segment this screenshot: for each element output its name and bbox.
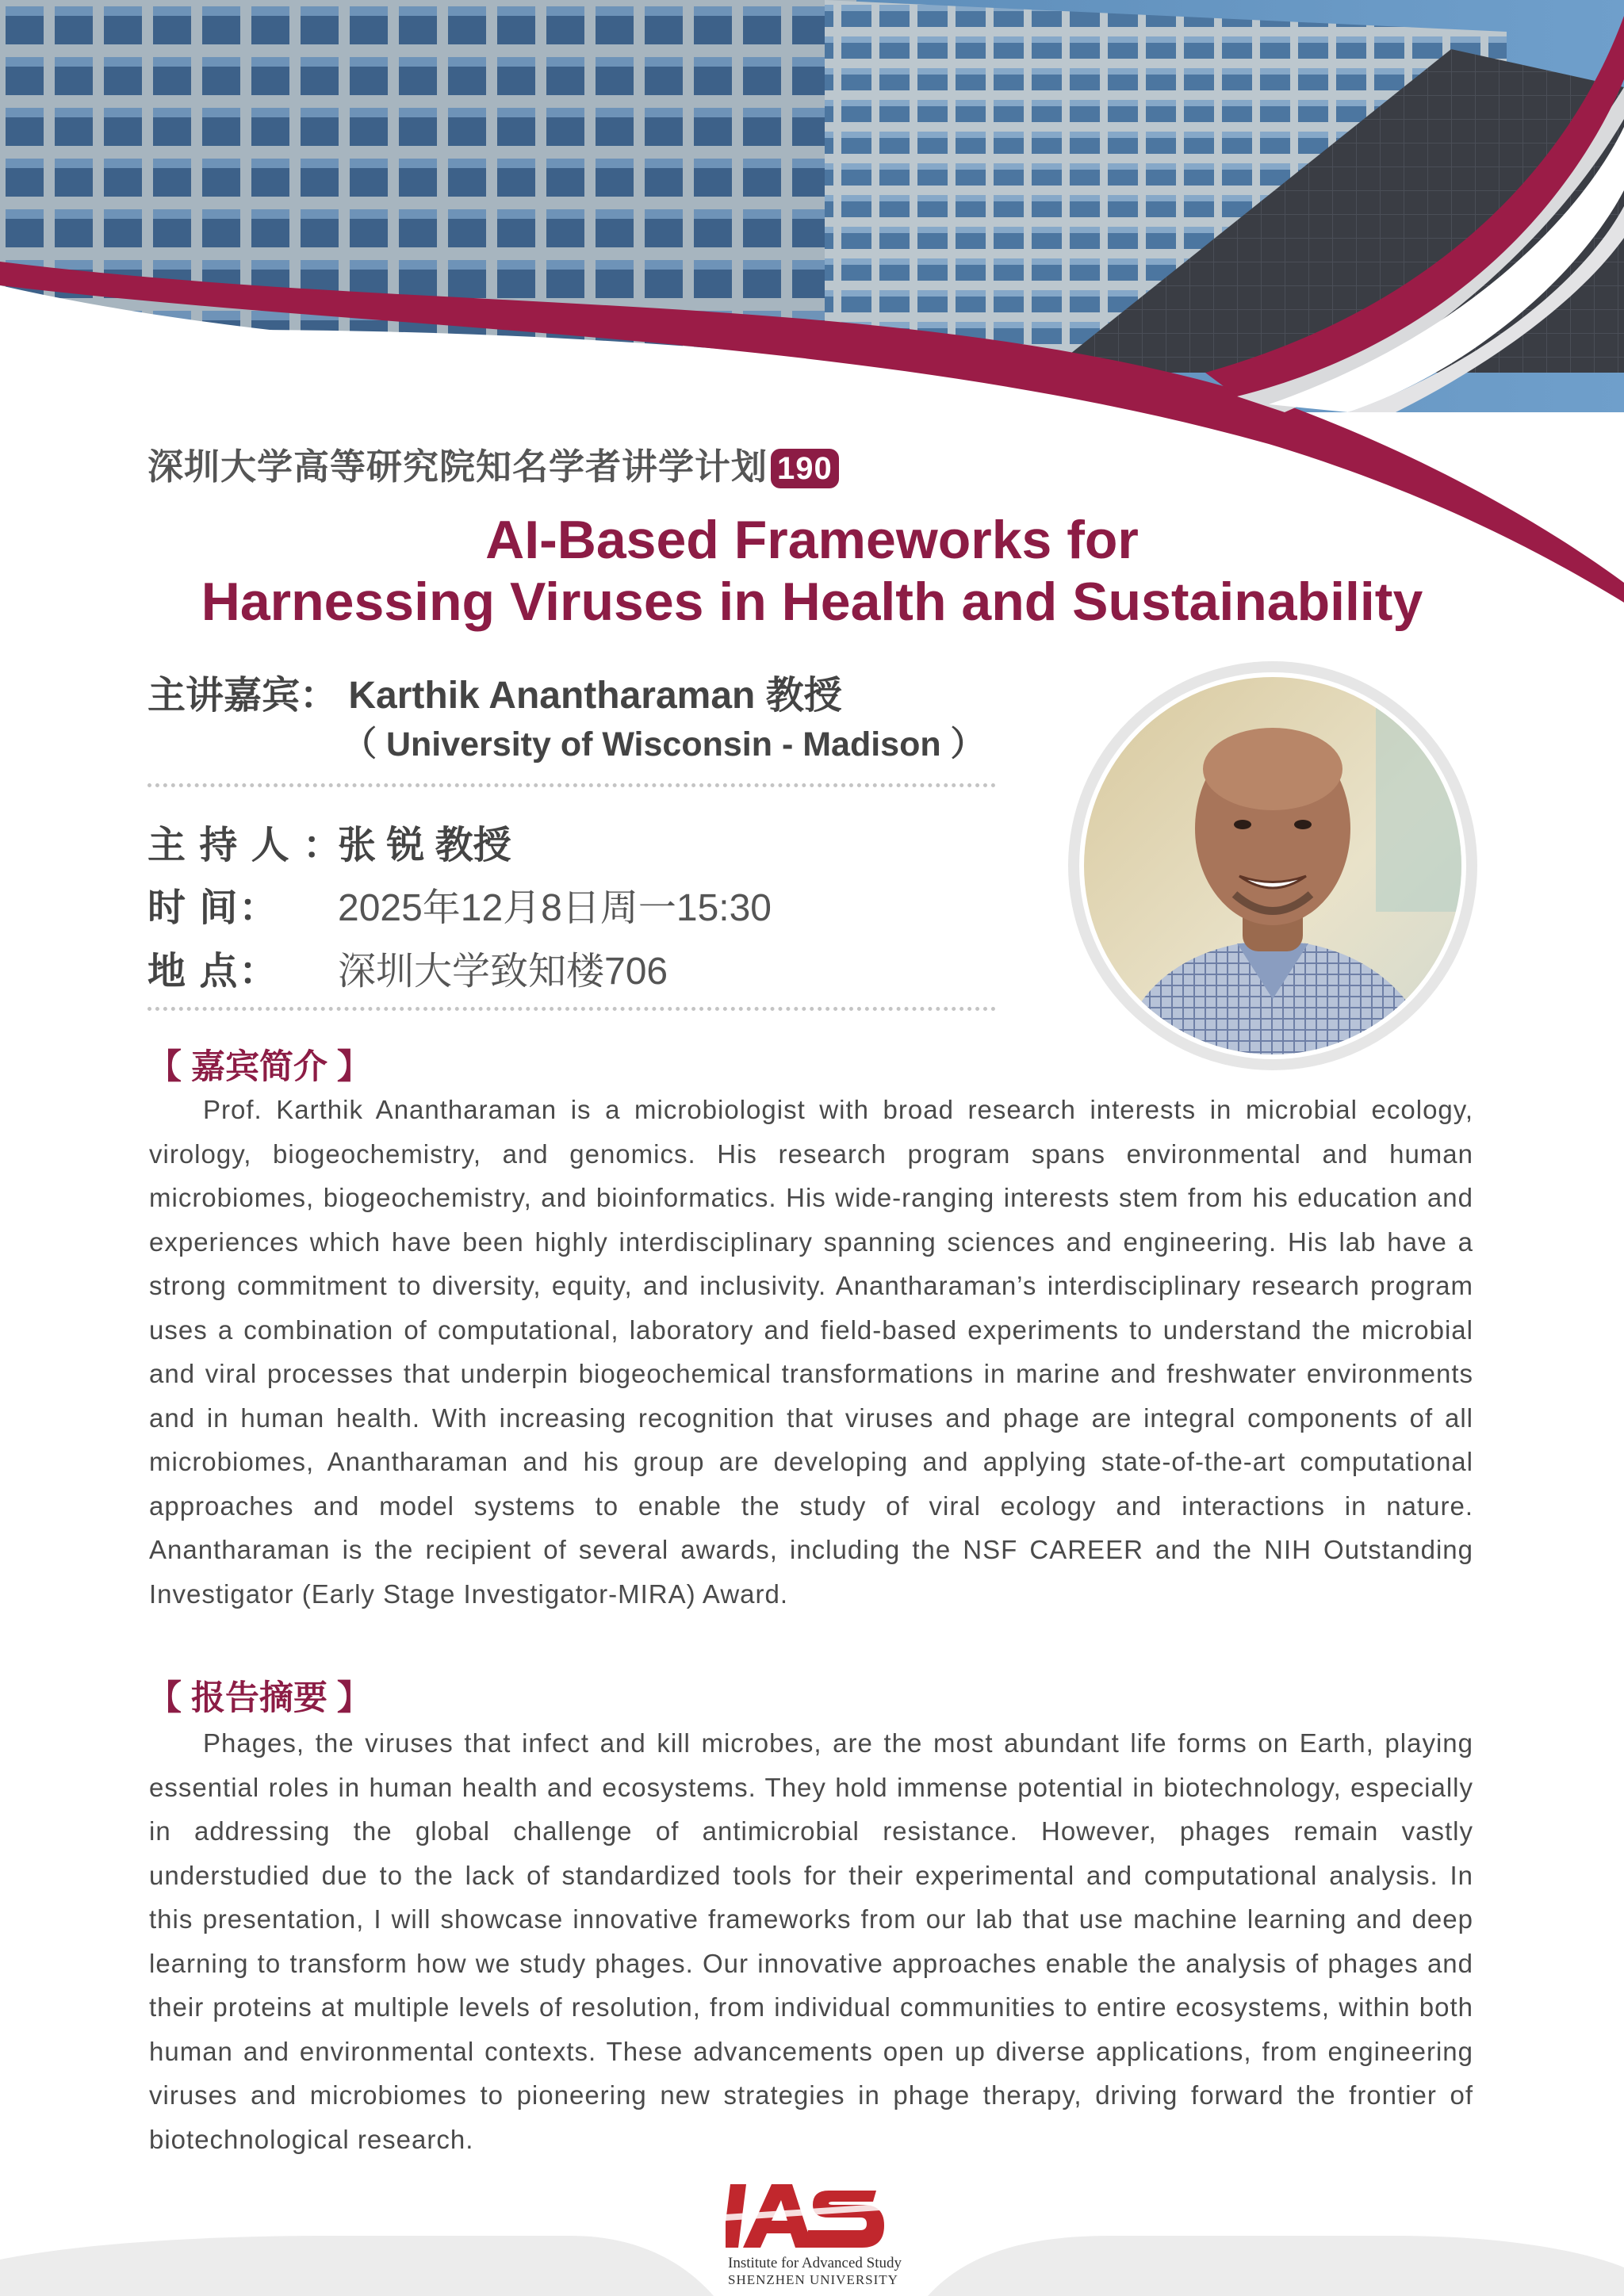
logo-text-line-2: SHENZHEN UNIVERSITY <box>728 2272 898 2287</box>
host-row <box>147 814 511 869</box>
speaker-affiliation: （ University of Wisconsin - Madison ） <box>343 725 985 763</box>
speaker-portrait <box>1067 658 1479 1070</box>
title-line-1: AI-Based Frameworks for <box>485 510 1139 570</box>
bio-heading: 【 嘉宾简介 】 <box>147 1048 371 1086</box>
bio-text <box>149 1088 1473 1616</box>
host-label: 主 持 人 ： <box>147 825 343 867</box>
title-line-2: Harnessing Viruses in Health and Sustainability <box>201 572 1423 632</box>
speaker-label: 主讲嘉宾： <box>147 675 339 717</box>
series-text: 深圳大学高等研究院知名学者讲学计划 <box>147 446 768 487</box>
speaker-line <box>147 664 842 719</box>
divider <box>147 1007 996 1011</box>
lecture-title <box>0 509 1624 633</box>
speaker-title: 教授 <box>765 675 842 717</box>
host-value: 张 锐 教授 <box>338 825 511 867</box>
time-label: 时 间： <box>147 887 279 929</box>
divider <box>147 783 996 787</box>
abstract-heading: 【 报告摘要 】 <box>147 1679 371 1717</box>
logo-text-line-1: Institute for Advanced Study <box>728 2255 902 2271</box>
time-value: 2025年12月8日周一15:30 <box>338 887 772 929</box>
bio-paragraph: Prof. Karthik Anantharaman is a microbiologist with broad research interests in microbial ecology, virology, biogeochemistry, and genomics. His research program spans environmental and human microbiomes, biogeochemistry, and bioinformatics. His wide-ranging interests stem from his education and experiences which have been highly interdisciplinary spanning sciences and engineering. His lab have a strong commitment to diversity, equity, and inclusivity. Anantharaman’s interdisciplinary research program uses a combination of computational, laboratory and field-based experiments to understand the microbial and viral processes that underpin biogeochemical transformations in marine and freshwater environments and in human health. With increasing recognition that viruses and phage are integral components of all microbiomes, Anantharaman and his group are developing and applying state-of-the-art computational approaches and model systems to enable the study of viral ecology and interactions in nature. Anantharaman is the recipient of several awards, including the NSF CAREER and the NIH Outstanding Investigator (Early Stage Investigator-MIRA) Award. <box>149 1095 1473 1609</box>
place-label: 地 点： <box>147 951 279 993</box>
abstract-text <box>149 1721 1473 2161</box>
abstract-paragraph: Phages, the viruses that infect and kill microbes, are the most abundant life forms on Earth, playing essential roles in human health and ecosystems. They hold immense potential in biotechnology, especially in addressing the global challenge of antimicrobial resistance. However, phages remain vastly understudied due to the lack of standardized tools for their experimental and computational analysis. In this presentation, I will showcase innovative frameworks from our lab that use machine learning and deep learning to transform how we study phages. Our innovative approaches enable the analysis of phages and their proteins at multiple levels of resolution, from individual communities to entire ecosystems, within both human and environmental contexts. These advancements open up diverse applications, from engineering viruses and microbiomes to pioneering new strategies in phage therapy, driving forward the frontier of biotechnological research. <box>149 1728 1473 2154</box>
time-row <box>147 877 772 932</box>
place-row <box>147 940 668 995</box>
speaker-name: Karthik Anantharaman <box>348 675 756 717</box>
series-label <box>147 438 839 489</box>
series-number-badge: 190 <box>771 449 839 488</box>
place-value: 深圳大学致知楼706 <box>338 951 668 993</box>
